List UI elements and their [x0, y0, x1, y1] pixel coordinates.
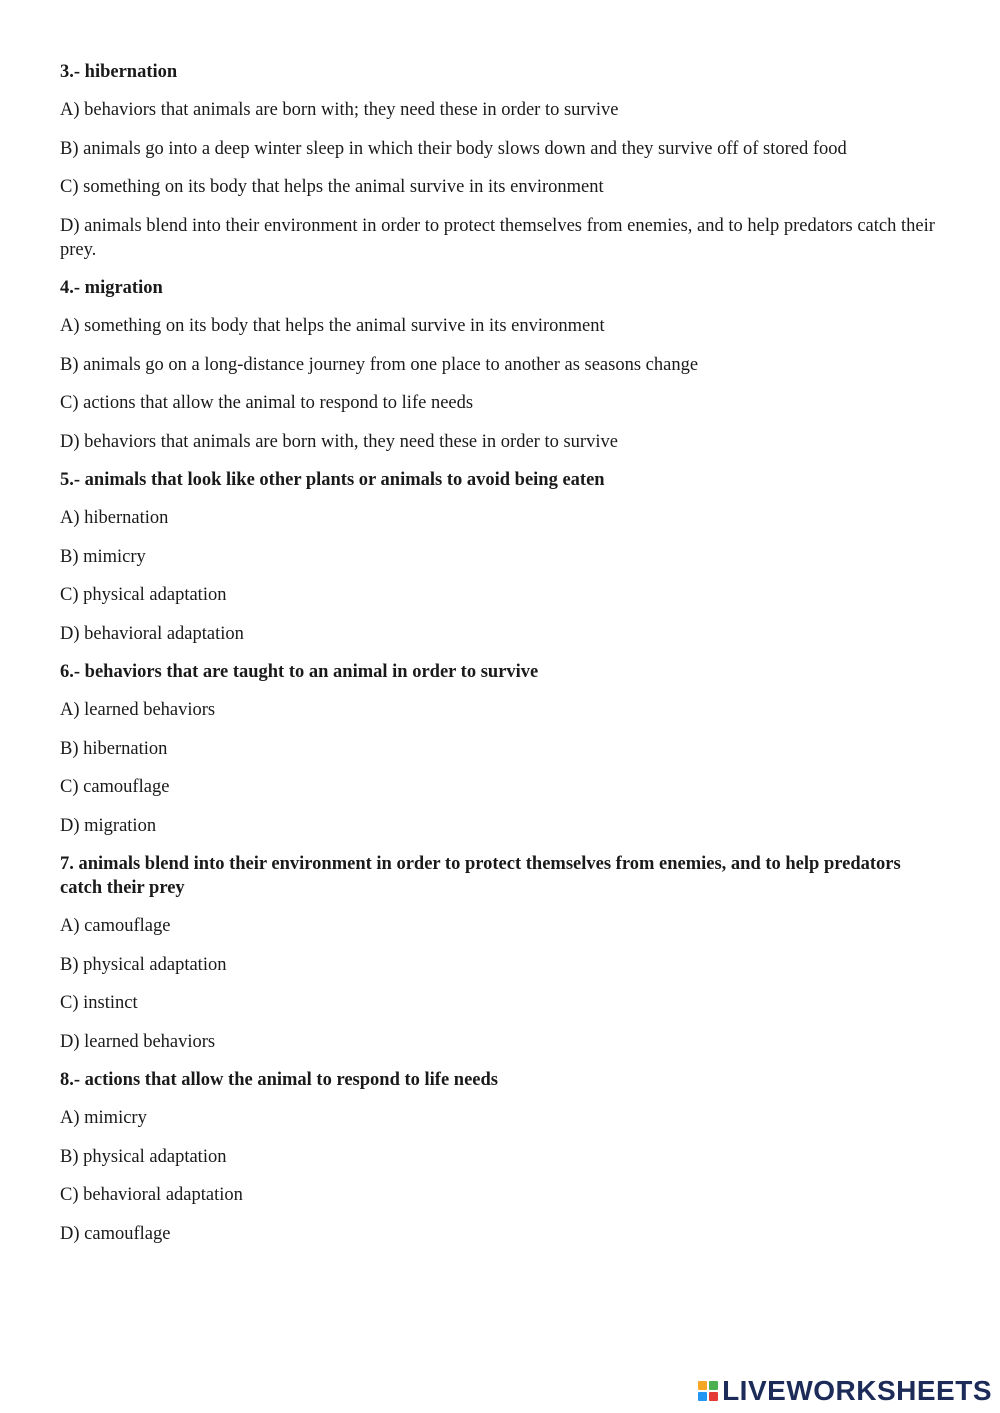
- option-b[interactable]: B) mimicry: [60, 546, 146, 567]
- option-c[interactable]: C) instinct: [60, 993, 138, 1013]
- logo-square-3: [698, 1392, 707, 1401]
- logo-text: LIVEWORKSHEETS: [722, 1375, 992, 1406]
- question-title: 8.- actions that allow the animal to respond to life needs: [60, 1070, 499, 1090]
- option-d[interactable]: D) behaviors that animals are born with, they need these in order to survive: [60, 431, 618, 452]
- liveworksheets-logo: [698, 1377, 992, 1405]
- option-c[interactable]: C) something on its body that helps the animal survive in its environment: [60, 177, 604, 197]
- question-title: 5.- animals that look like other plants or animals to avoid being eaten: [60, 470, 605, 490]
- question-8: [60, 1068, 940, 1246]
- question-5: [60, 468, 940, 646]
- option-d[interactable]: D) camouflage: [60, 1223, 171, 1244]
- option-b[interactable]: B) animals go into a deep winter sleep in which their body slows down and they survive off of stored food: [60, 138, 847, 159]
- option-c[interactable]: C) actions that allow the animal to respond to life needs: [60, 393, 474, 413]
- option-b[interactable]: B) physical adaptation: [60, 954, 227, 975]
- option-b[interactable]: B) physical adaptation: [60, 1146, 227, 1167]
- option-d[interactable]: D) migration: [60, 815, 157, 836]
- option-c[interactable]: C) behavioral adaptation: [60, 1185, 243, 1205]
- question-title: 3.- hibernation: [60, 62, 178, 82]
- option-c[interactable]: C) camouflage: [60, 777, 170, 797]
- option-a[interactable]: A) something on its body that helps the animal survive in its environment: [60, 316, 605, 336]
- question-6: [60, 660, 940, 838]
- option-a[interactable]: A) learned behaviors: [60, 700, 216, 720]
- logo-grid-icon: [698, 1381, 718, 1401]
- option-a[interactable]: A) mimicry: [60, 1108, 147, 1128]
- option-b[interactable]: B) hibernation: [60, 738, 168, 759]
- question-3: [60, 60, 940, 262]
- option-d[interactable]: D) learned behaviors: [60, 1031, 216, 1052]
- question-title: 7. animals blend into their environment in order to protect themselves from enemies, and to help predators catch their prey: [60, 854, 901, 898]
- option-d[interactable]: D) behavioral adaptation: [60, 623, 244, 644]
- option-b[interactable]: B) animals go on a long-distance journey from one place to another as seasons change: [60, 354, 699, 375]
- question-4: [60, 276, 940, 454]
- question-7: [60, 852, 940, 1054]
- logo-square-1: [698, 1381, 707, 1390]
- option-c[interactable]: C) physical adaptation: [60, 585, 227, 605]
- logo-square-2: [709, 1381, 718, 1390]
- logo-square-4: [709, 1392, 718, 1401]
- worksheet-page: [60, 60, 940, 1260]
- option-a[interactable]: A) camouflage: [60, 916, 171, 936]
- question-title: 6.- behaviors that are taught to an animal in order to survive: [60, 662, 539, 682]
- option-d[interactable]: D) animals blend into their environment in order to protect themselves from enemies, and to help predators catch their prey.: [60, 215, 935, 260]
- option-a[interactable]: A) behaviors that animals are born with; they need these in order to survive: [60, 100, 619, 120]
- option-a[interactable]: A) hibernation: [60, 508, 169, 528]
- question-title: 4.- migration: [60, 278, 163, 298]
